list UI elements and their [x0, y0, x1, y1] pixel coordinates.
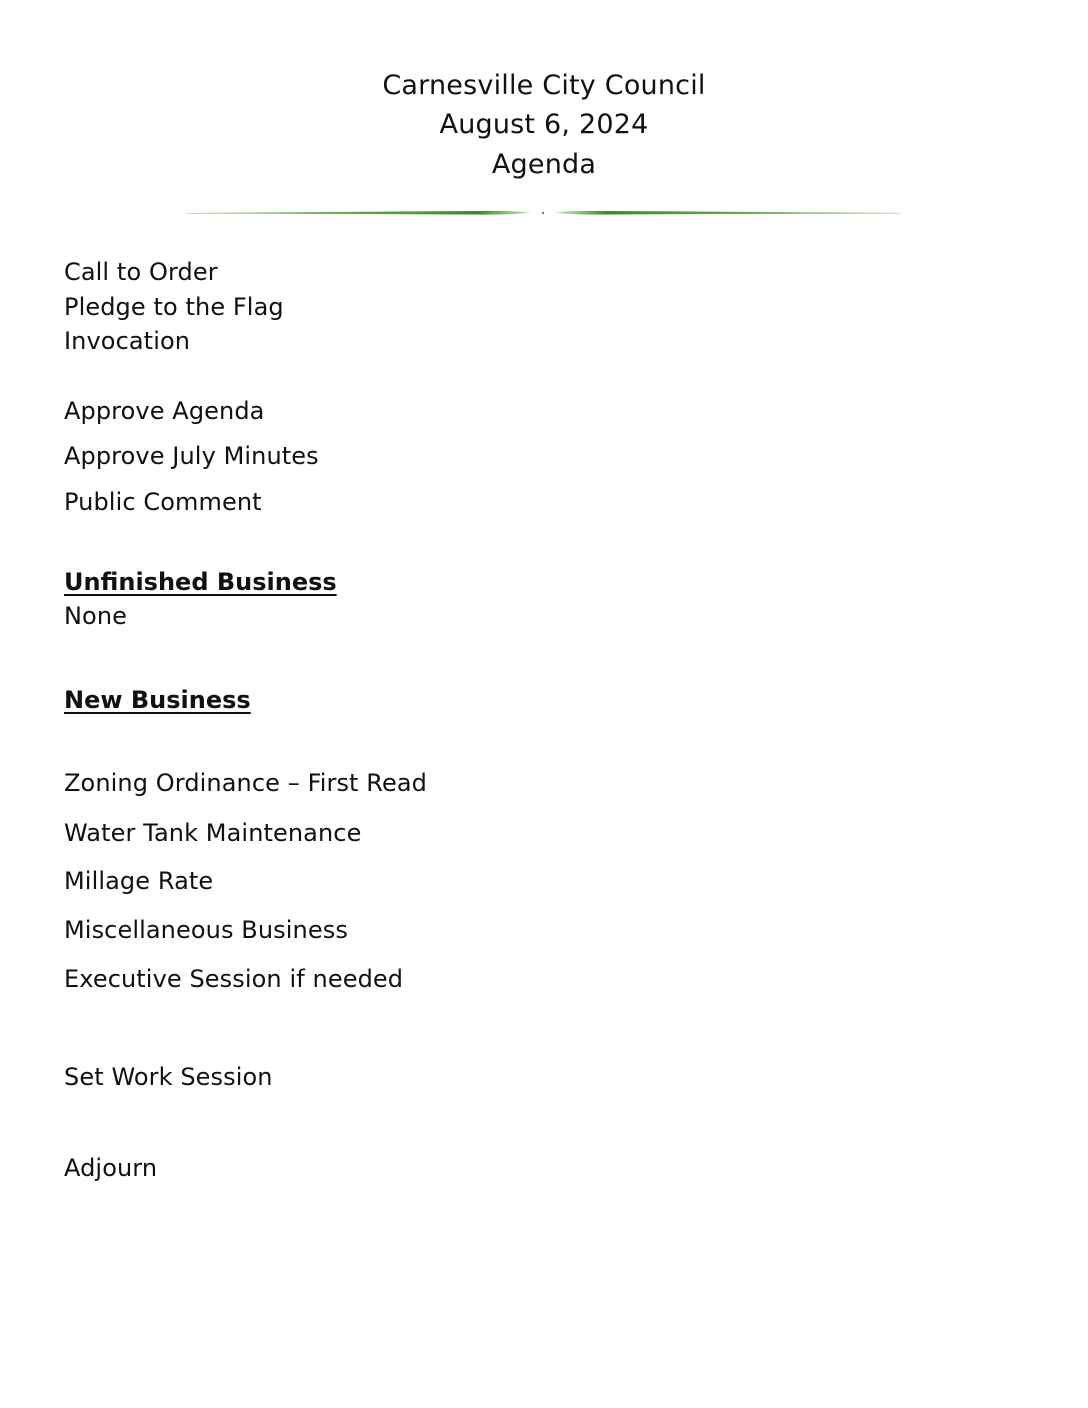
agenda-item-executive-session: Executive Session if needed [64, 965, 404, 993]
agenda-item-call-to-order: Call to Order [64, 258, 218, 286]
agenda-item-zoning-ordinance: Zoning Ordinance – First Read [64, 769, 428, 797]
agenda-item-set-work-session: Set Work Session [64, 1063, 273, 1091]
header-date: August 6, 2024 [439, 109, 649, 140]
agenda-item-millage-rate: Millage Rate [64, 867, 214, 895]
section-heading-new-business: New Business [64, 686, 251, 714]
agenda-item-adjourn: Adjourn [64, 1154, 158, 1182]
agenda-item-pledge: Pledge to the Flag [64, 293, 284, 321]
agenda-item-public-comment: Public Comment [64, 488, 262, 516]
header-title: Agenda [491, 149, 597, 180]
section-heading-unfinished-business: Unfinished Business [64, 568, 337, 596]
agenda-item-water-tank: Water Tank Maintenance [64, 819, 362, 847]
header-organization: Carnesville City Council [382, 70, 706, 101]
agenda-item-miscellaneous: Miscellaneous Business [64, 916, 348, 944]
agenda-item-approve-agenda: Approve Agenda [64, 397, 265, 425]
decorative-divider [186, 207, 900, 219]
agenda-item-approve-minutes: Approve July Minutes [64, 442, 319, 470]
agenda-item-none: None [64, 602, 128, 630]
agenda-item-invocation: Invocation [64, 327, 191, 355]
